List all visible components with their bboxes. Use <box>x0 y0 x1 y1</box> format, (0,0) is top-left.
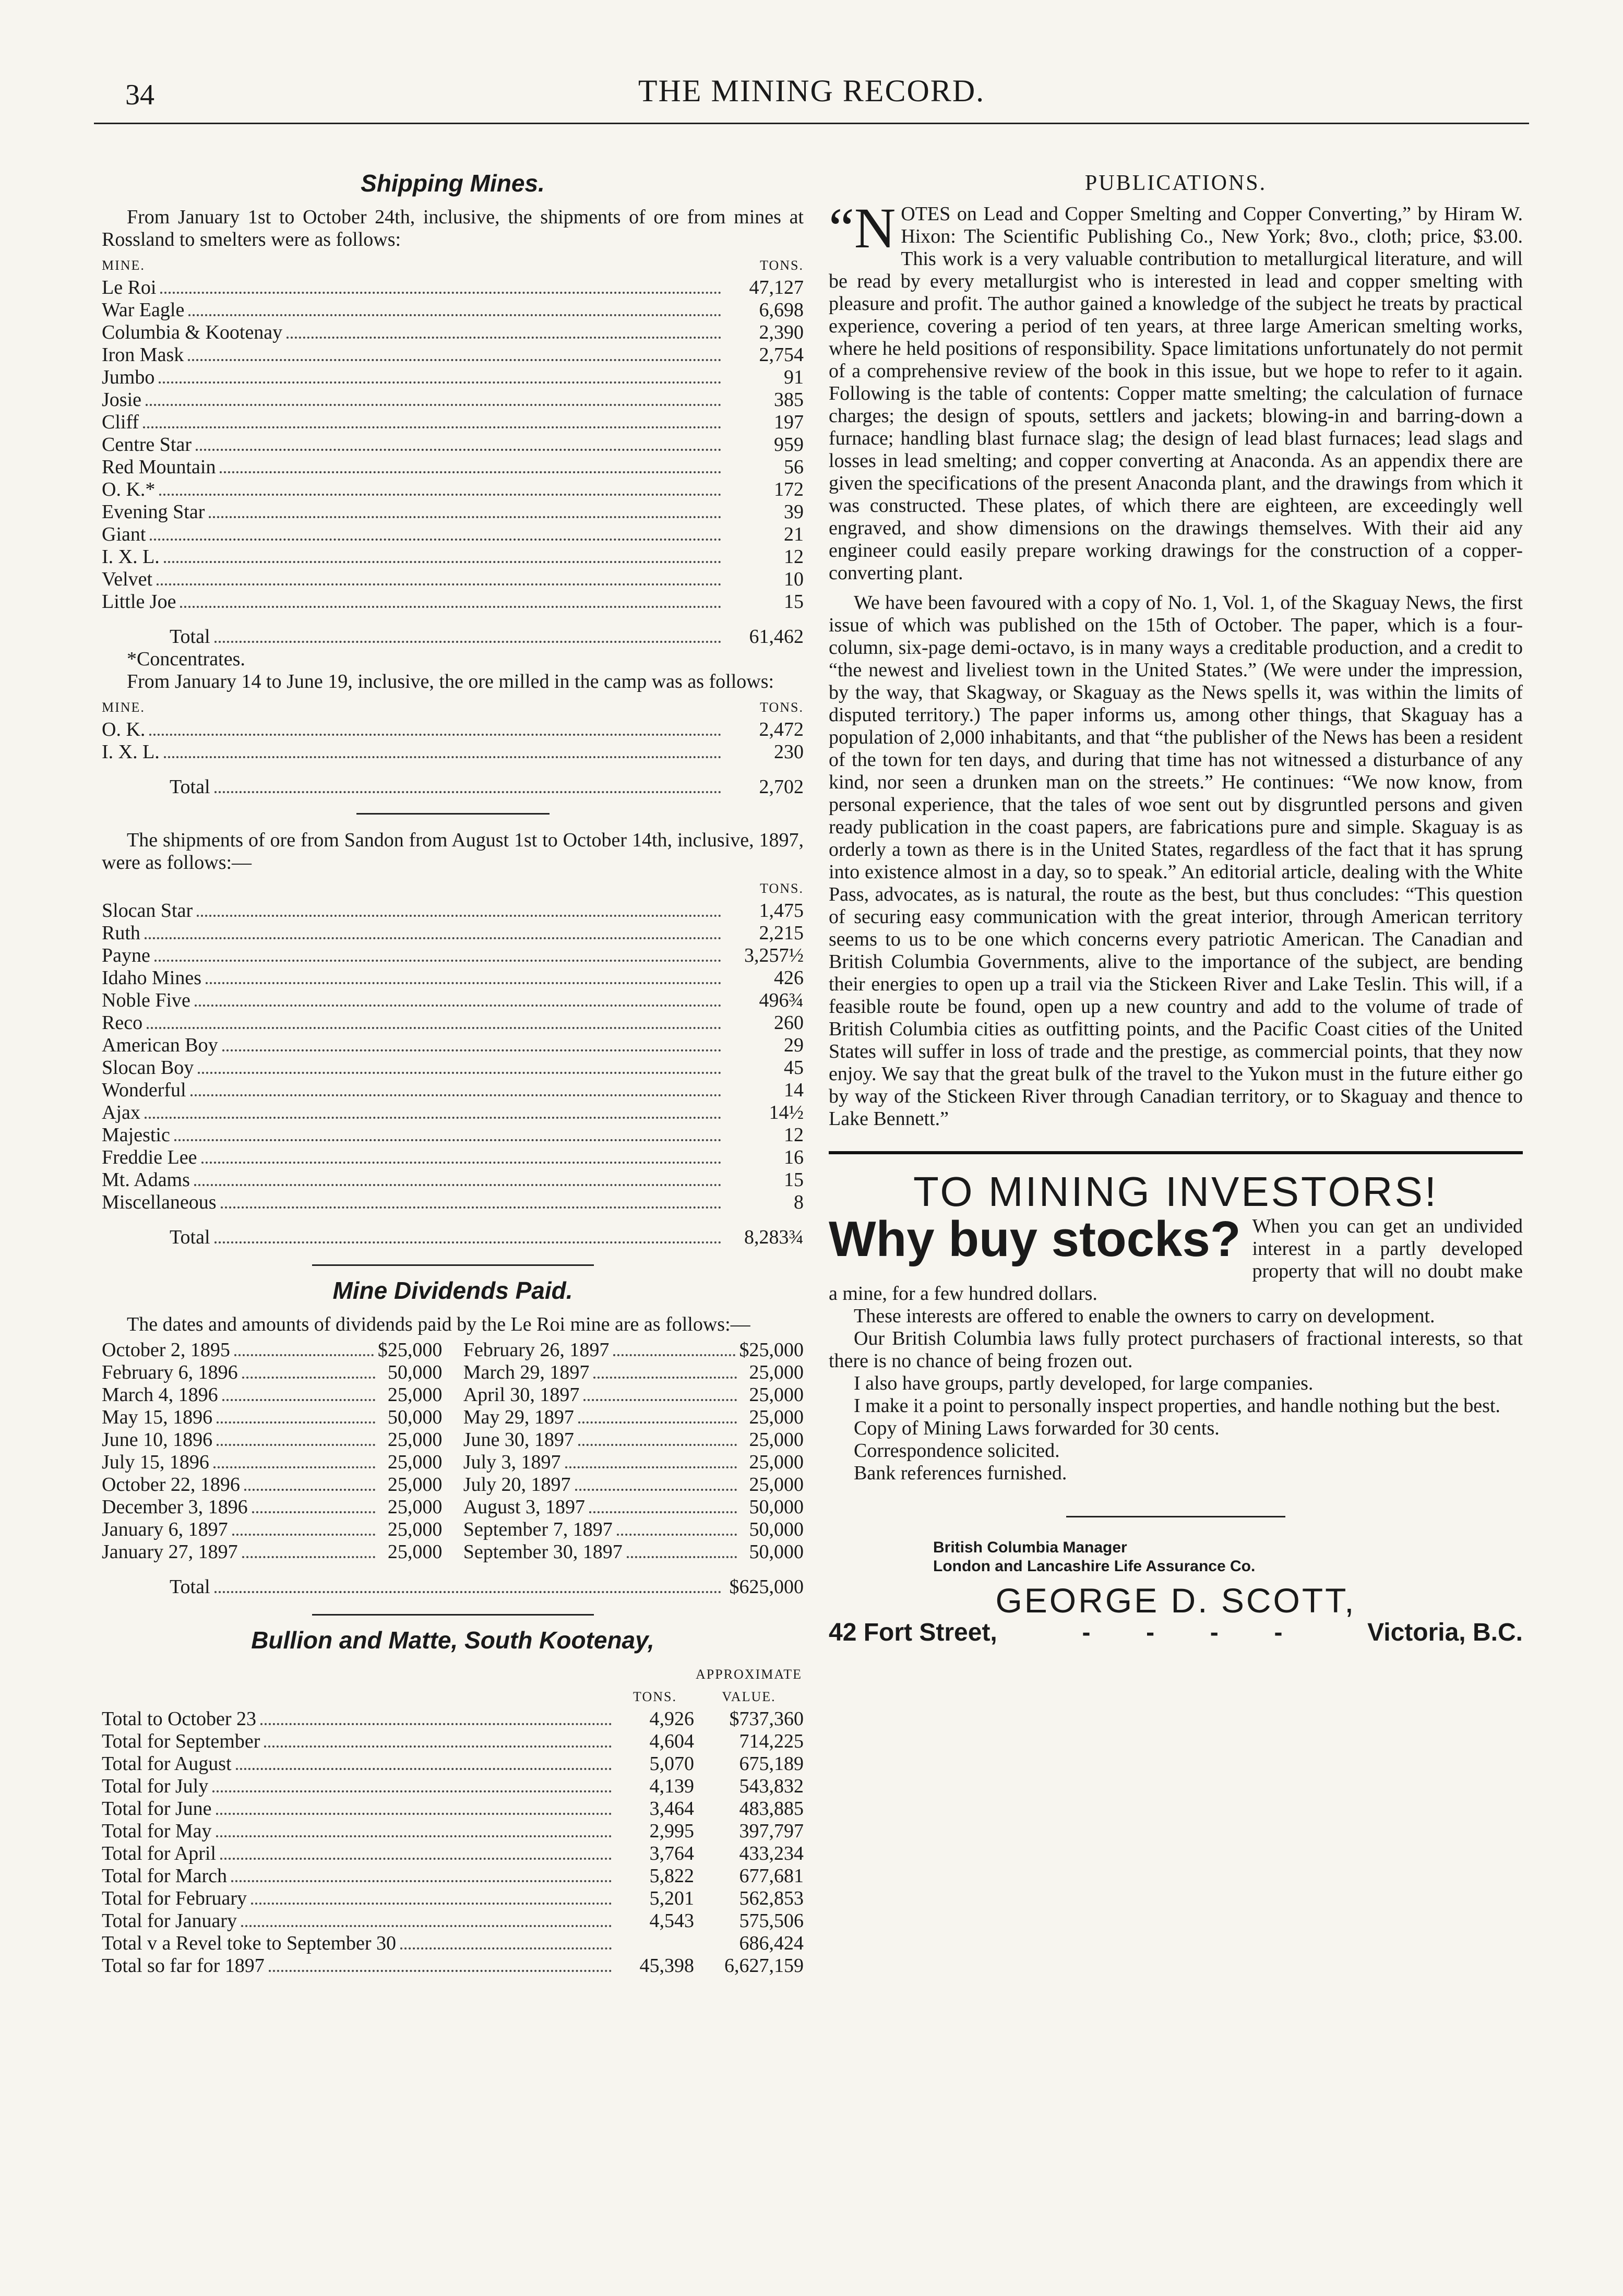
manager-company: London and Lancashire Life Assurance Co. <box>933 1558 1256 1575</box>
row-value: 2,390 <box>759 321 804 343</box>
row-value: 172 <box>774 479 804 500</box>
dividend-row <box>463 1496 804 1518</box>
row-label: April 30, 1897 <box>463 1384 580 1406</box>
table-row <box>102 1146 804 1169</box>
bullion-row <box>102 1932 804 1955</box>
section-divider <box>312 1614 594 1616</box>
milled-table-header <box>102 696 804 719</box>
street: 42 Fort Street, <box>829 1619 997 1646</box>
ad-divider <box>1066 1516 1285 1517</box>
bullion-row <box>102 1753 804 1775</box>
row-label: Le Roi <box>102 277 157 298</box>
row-label: January 6, 1897 <box>102 1518 228 1540</box>
row-value: 385 <box>774 389 804 411</box>
table-row <box>102 299 804 321</box>
bullion-table-header <box>102 1663 804 1708</box>
row-value: 21 <box>784 523 804 545</box>
row-value: 25,000 <box>387 1496 443 1518</box>
ad-paragraph: Bank references furnished. <box>854 1462 1067 1484</box>
dividend-row <box>102 1384 442 1406</box>
total-label: Total <box>170 776 210 798</box>
table-row <box>102 546 804 568</box>
shipping-intro: From January 1st to October 24th, inclusive, the shipments of ore from mines at Rossland to smelters were as follows: <box>102 206 804 250</box>
dividend-row <box>102 1496 442 1518</box>
header-rule <box>94 123 1529 124</box>
rossland-total-row <box>102 626 804 648</box>
row-value: 25,000 <box>387 1541 443 1563</box>
row-value: 25,000 <box>749 1406 804 1428</box>
table-row <box>102 1169 804 1191</box>
row-value: 575,506 <box>739 1910 804 1932</box>
row-value: 12 <box>784 1124 804 1146</box>
row-label: Total v a Revel toke to September 30 <box>102 1932 397 1954</box>
table-row <box>102 501 804 523</box>
dividends-intro: The dates and amounts of dividends paid by the Le Roi mine are as follows:— <box>127 1313 750 1335</box>
row-value: 50,000 <box>749 1541 804 1563</box>
table-row <box>102 922 804 944</box>
row-label: Reco <box>102 1012 143 1034</box>
row-label: I. X. L. <box>102 546 160 568</box>
row-label: February 26, 1897 <box>463 1339 610 1361</box>
dividend-row <box>463 1541 804 1563</box>
row-value: 426 <box>774 967 804 989</box>
row-tons: 4,604 <box>649 1730 694 1752</box>
sandon-intro: The shipments of ore from Sandon from August 1st to October 14th, inclusive, 1897, were as follows:— <box>102 829 804 874</box>
row-value: $25,000 <box>377 1339 443 1361</box>
row-value: 677,681 <box>739 1865 804 1887</box>
left-column <box>102 172 804 1977</box>
bullion-row <box>102 1798 804 1820</box>
row-label: September 7, 1897 <box>463 1518 613 1540</box>
row-label: O. K. <box>102 719 146 740</box>
row-value: 56 <box>784 456 804 478</box>
row-label: Ajax <box>102 1102 140 1123</box>
row-value: 2,472 <box>759 719 804 740</box>
row-label: Total so far for 1897 <box>102 1955 265 1977</box>
row-value: 3,257½ <box>744 944 804 966</box>
advertisement-rule <box>829 1151 1523 1154</box>
skaguay-news-notice: We have been favoured with a copy of No. 1, Vol. 1, of the Skaguay News, the first issue of which was published on the 15th of October. The paper, which is a four-column, six-page demi-octavo, is in many ways a creditable production, and a credit to “the newest and liveliest town in the United States.” (We were under the impression, by the way, that Skagway, or Skaguay as the News spells it, was within the limits of disputed territory.) The paper informs us, among other things, that Skaguay has a population of 2,000 inhabitants, and that “the publisher of the News has been a resident of the town for ten days, and during that time has not witnessed a disturbance of any kind, nor seen a drunken man on the streets.” He continues: “We now know, from personal experience, that the tales of woe sent out by disgruntled persons and given ready publication in the coast papers, are fabrications pure and simple. Skaguay is as orderly a town as there is in the United States, regardless of the fact that it has sprung into existence almost in a day, so to speak.” An editorial article, dealing with the White Pass, advocates, as is natural, the route as the best, but thus concludes: “This question of securing easy communication with the great interior, through American territory seems to us to be one which concerns every patriotic American. The Canadian and British Columbia Governments, alive to the importance of the subject, are bending their energies to open up a trail via the Stickeen River and Lake Teslin. This will, if a feasible route be found, open up a new country and add to the volume of trade of British Columbia cities as outfitting points, and the Pacific Coast cities of the United States will suffer in loss of trade and the prestige, as commercial points, that they now enjoy. We say that the great bulk of the travel to the Yukon must in the future either go by way of the Stickeen River through Canadian territory, or to Skaguay and thence to Lake Bennett.” <box>829 592 1523 1130</box>
row-tons: 3,464 <box>649 1798 694 1820</box>
row-tons: 4,139 <box>649 1775 694 1797</box>
row-value: 25,000 <box>749 1384 804 1406</box>
row-value: 2,754 <box>759 344 804 366</box>
row-label: July 3, 1897 <box>463 1451 561 1473</box>
table-row <box>102 591 804 613</box>
table-row <box>102 1034 804 1057</box>
row-value: 10 <box>784 568 804 590</box>
total-value: $625,000 <box>729 1576 804 1598</box>
row-tons: 2,995 <box>649 1820 694 1842</box>
row-value: 25,000 <box>387 1451 443 1473</box>
table-row <box>102 523 804 546</box>
dividend-row <box>463 1361 804 1384</box>
row-value: 39 <box>784 501 804 523</box>
row-label: February 6, 1896 <box>102 1361 238 1383</box>
row-value: 91 <box>784 366 804 388</box>
row-tons: 4,543 <box>649 1910 694 1932</box>
ad-paragraph: I make it a point to personally inspect properties, and handle nothing but the best. <box>854 1395 1500 1417</box>
row-label: Majestic <box>102 1124 170 1146</box>
row-value: 397,797 <box>739 1820 804 1842</box>
rossland-table <box>102 254 804 648</box>
row-value: 675,189 <box>739 1753 804 1775</box>
row-label: October 22, 1896 <box>102 1474 240 1496</box>
dividend-row <box>463 1429 804 1451</box>
bullion-row <box>102 1843 804 1865</box>
row-label: July 20, 1897 <box>463 1474 571 1496</box>
concentrates-note: *Concentrates. <box>127 648 245 670</box>
row-value: 25,000 <box>387 1474 443 1496</box>
row-label: March 4, 1896 <box>102 1384 218 1406</box>
total-value: 2,702 <box>759 776 804 798</box>
table-row <box>102 456 804 479</box>
ad-paragraph: Our British Columbia laws fully protect purchasers of fractional interests, so that there is no chance of being frozen out. <box>829 1328 1523 1372</box>
row-value: 29 <box>784 1034 804 1056</box>
row-value: 25,000 <box>749 1361 804 1383</box>
bullion-row <box>102 1910 804 1932</box>
bullion-row <box>102 1730 804 1753</box>
row-value: 6,627,159 <box>724 1955 804 1977</box>
ad-paragraph: Copy of Mining Laws forwarded for 30 cents. <box>854 1417 1220 1439</box>
shipping-mines-title: Shipping Mines. <box>361 170 545 197</box>
table-row <box>102 1079 804 1102</box>
rossland-table-header <box>102 254 804 277</box>
row-value: 686,424 <box>739 1932 804 1954</box>
row-label: May 29, 1897 <box>463 1406 574 1428</box>
row-value: 14½ <box>769 1102 804 1123</box>
row-value: 562,853 <box>739 1887 804 1909</box>
table-row <box>102 900 804 922</box>
row-label: O. K.* <box>102 479 156 500</box>
row-value: 15 <box>784 591 804 613</box>
row-label: Total for August <box>102 1753 232 1775</box>
sandon-table <box>102 877 804 1249</box>
table-row <box>102 741 804 763</box>
address-dashes: - - - - <box>1082 1619 1283 1646</box>
row-tons: 5,070 <box>649 1753 694 1775</box>
section-divider <box>356 813 550 815</box>
publications-title: PUBLICATIONS. <box>1084 171 1267 195</box>
row-label: Josie <box>102 389 141 411</box>
table-row <box>102 277 804 299</box>
total-value: 61,462 <box>749 626 804 648</box>
table-row <box>102 389 804 411</box>
col-tons: TONS. <box>760 258 804 273</box>
row-value: 8 <box>794 1191 804 1213</box>
row-label: I. X. L. <box>102 741 160 763</box>
table-row <box>102 1102 804 1124</box>
row-label: Total to October 23 <box>102 1708 256 1730</box>
dividend-row <box>463 1474 804 1496</box>
col-tons: TONS. <box>633 1689 677 1704</box>
row-label: Evening Star <box>102 501 205 523</box>
row-label: Wonderful <box>102 1079 186 1101</box>
dividend-row <box>463 1518 804 1541</box>
col-tons: TONS. <box>760 700 804 715</box>
total-label: Total <box>170 626 210 648</box>
right-column <box>829 172 1523 1644</box>
table-row <box>102 967 804 989</box>
row-label: War Eagle <box>102 299 185 321</box>
ad-title: TO MINING INVESTORS! <box>913 1168 1439 1215</box>
row-value: 50,000 <box>749 1496 804 1518</box>
row-value: 45 <box>784 1057 804 1079</box>
row-label: Total for July <box>102 1775 209 1797</box>
row-value: 25,000 <box>387 1429 443 1451</box>
row-tons: 45,398 <box>639 1955 694 1977</box>
table-row <box>102 434 804 456</box>
total-label: Total <box>170 1226 210 1248</box>
row-value: 16 <box>784 1146 804 1168</box>
row-value: 433,234 <box>739 1843 804 1864</box>
ad-paragraph: Correspondence solicited. <box>854 1440 1060 1462</box>
table-row <box>102 719 804 741</box>
row-tons: 5,201 <box>649 1887 694 1909</box>
row-label: June 10, 1896 <box>102 1429 213 1451</box>
row-label: Little Joe <box>102 591 176 613</box>
row-value: 25,000 <box>749 1474 804 1496</box>
row-label: Idaho Mines <box>102 967 202 989</box>
dividend-row <box>102 1451 442 1474</box>
dividend-row <box>102 1429 442 1451</box>
row-label: Total for April <box>102 1843 216 1864</box>
row-tons: 3,764 <box>649 1843 694 1864</box>
dividend-row <box>102 1541 442 1563</box>
row-label: Total for March <box>102 1865 228 1887</box>
row-label: Total for February <box>102 1887 247 1909</box>
row-label: May 15, 1896 <box>102 1406 213 1428</box>
row-value: 25,000 <box>749 1451 804 1473</box>
row-label: Noble Five <box>102 989 190 1011</box>
row-value: 14 <box>784 1079 804 1101</box>
row-label: American Boy <box>102 1034 218 1056</box>
row-label: June 30, 1897 <box>463 1429 574 1451</box>
milled-table <box>102 696 804 798</box>
drop-cap: “N <box>829 196 896 260</box>
running-head: THE MINING RECORD. <box>638 74 985 108</box>
bullion-title: Bullion and Matte, South Kootenay, <box>251 1627 654 1654</box>
dividend-row <box>102 1474 442 1496</box>
row-label: July 15, 1896 <box>102 1451 209 1473</box>
row-value: 50,000 <box>387 1361 443 1383</box>
col-mine: MINE. <box>102 258 145 273</box>
row-label: Total for September <box>102 1730 260 1752</box>
row-label: October 2, 1895 <box>102 1339 230 1361</box>
row-value: 2,215 <box>759 922 804 944</box>
milled-total-row <box>102 776 804 798</box>
col-value: APPROXIMATE VALUE. <box>695 1667 803 1704</box>
row-value: 1,475 <box>759 900 804 922</box>
row-label: August 3, 1897 <box>463 1496 585 1518</box>
row-tons: 5,822 <box>649 1865 694 1887</box>
row-value: 714,225 <box>739 1730 804 1752</box>
dividends-title: Mine Dividends Paid. <box>332 1277 573 1304</box>
table-row <box>102 321 804 344</box>
row-value: 496¾ <box>759 989 804 1011</box>
table-row <box>102 1124 804 1146</box>
row-value: 50,000 <box>387 1406 443 1428</box>
total-label: Total <box>170 1576 210 1598</box>
table-row <box>102 1012 804 1034</box>
milled-intro: From January 14 to June 19, inclusive, the ore milled in the camp was as follows: <box>127 671 774 692</box>
row-label: Total for January <box>102 1910 237 1932</box>
sandon-total-row <box>102 1226 804 1249</box>
table-row <box>102 1191 804 1214</box>
row-label: Centre Star <box>102 434 192 456</box>
row-label: Velvet <box>102 568 153 590</box>
row-value: 12 <box>784 546 804 568</box>
publications-review: “NOTES on Lead and Copper Smelting and Copper Converting,” by Hiram W. Hixon: The Scientific Publishing Co., New York; 8vo., cloth; price, $3.00. This work is a very valuable contribution to metallurgical literature, and will be read by every metallurgist who is interested in lead and copper smelting with pleasure and profit. The author gained a knowledge of the subject he treats by practical experience, covering a period of ten years, at three large American smelting works, where he held positions of responsibility. Space limitations unfortunately do not permit of a comprehensive review of the book in this issue, but we hope to refer to it again. Following is the table of contents: Copper matte smelting; the calculation of furnace charges; the design of spouts, settlers and jackets; blowing-in and barring-down a furnace; handling blast furnace slag; the design of lead blast furnaces; lead slags and losses in lead smelting; and copper converting at Anaconda. As an appendix there are given the specifications of the present Anaconda plant, and the drawings from which it was constructed. These plates, of which there are eighteen, are exceedingly well engraved, and show dimensions on the drawings themselves. With their aid any engineer could easily prepare working drawings for the construction of a copper-converting plant. <box>829 196 1523 584</box>
row-label: March 29, 1897 <box>463 1361 590 1383</box>
table-row <box>102 366 804 389</box>
row-value: $737,360 <box>729 1708 804 1730</box>
dividend-row <box>102 1406 442 1429</box>
dividend-row <box>463 1339 804 1361</box>
row-value: 543,832 <box>739 1775 804 1797</box>
row-value: 50,000 <box>749 1518 804 1540</box>
row-value: 230 <box>774 741 804 763</box>
ad-paragraph: I also have groups, partly developed, for large companies. <box>854 1372 1314 1394</box>
ad-headline: Why buy stocks? <box>829 1211 1241 1267</box>
row-label: Mt. Adams <box>102 1169 190 1191</box>
bullion-row <box>102 1775 804 1798</box>
row-label: December 3, 1896 <box>102 1496 248 1518</box>
row-label: Red Mountain <box>102 456 216 478</box>
section-divider <box>312 1264 594 1266</box>
bullion-row <box>102 1708 804 1730</box>
row-label: Slocan Boy <box>102 1057 194 1079</box>
row-label: Cliff <box>102 411 139 433</box>
city: Victoria, B.C. <box>1367 1619 1523 1646</box>
dividend-row <box>102 1339 442 1361</box>
row-label: Giant <box>102 523 146 545</box>
col-mine: MINE. <box>102 700 145 715</box>
table-row <box>102 568 804 591</box>
row-value: 15 <box>784 1169 804 1191</box>
row-value: $25,000 <box>739 1339 804 1361</box>
row-label: Payne <box>102 944 150 966</box>
row-tons: 4,926 <box>649 1708 694 1730</box>
total-value: 8,283¾ <box>744 1226 804 1248</box>
bullion-row <box>102 1887 804 1910</box>
col-tons: TONS. <box>760 881 804 896</box>
dividend-row <box>102 1361 442 1384</box>
row-label: Total for May <box>102 1820 212 1842</box>
manager-title: British Columbia Manager <box>933 1539 1127 1556</box>
row-value: 260 <box>774 1012 804 1034</box>
row-label: Freddie Lee <box>102 1146 197 1168</box>
row-value: 6,698 <box>759 299 804 321</box>
dividend-row <box>463 1384 804 1406</box>
advertiser-address <box>829 1621 1523 1644</box>
table-row <box>102 411 804 434</box>
advertiser-name: GEORGE D. SCOTT, <box>995 1581 1356 1620</box>
row-label: Slocan Star <box>102 900 193 922</box>
row-value: 25,000 <box>387 1384 443 1406</box>
row-label: Iron Mask <box>102 344 184 366</box>
table-row <box>102 944 804 967</box>
dividend-row <box>463 1451 804 1474</box>
row-value: 47,127 <box>749 277 804 298</box>
sandon-table-header <box>102 877 804 900</box>
row-value: 197 <box>774 411 804 433</box>
row-label: Miscellaneous <box>102 1191 217 1213</box>
row-value: 483,885 <box>739 1798 804 1820</box>
dividends-total-row <box>102 1576 804 1598</box>
bullion-table <box>102 1708 804 1977</box>
table-row <box>102 989 804 1012</box>
row-label: Ruth <box>102 922 140 944</box>
dividend-row <box>102 1518 442 1541</box>
row-label: Columbia & Kootenay <box>102 321 283 343</box>
ad-paragraph: These interests are offered to enable the owners to carry on development. <box>854 1305 1435 1327</box>
row-label: Jumbo <box>102 366 155 388</box>
bullion-row <box>102 1955 804 1977</box>
table-row <box>102 1057 804 1079</box>
table-row <box>102 479 804 501</box>
bullion-row <box>102 1820 804 1843</box>
page-number: 34 <box>125 79 154 111</box>
row-value: 25,000 <box>387 1518 443 1540</box>
row-value: 959 <box>774 434 804 456</box>
row-label: September 30, 1897 <box>463 1541 623 1563</box>
row-label: Total for June <box>102 1798 212 1820</box>
advertisement <box>829 1168 1523 1646</box>
dividend-row <box>463 1406 804 1429</box>
bullion-row <box>102 1865 804 1887</box>
ad-lead: Why buy stocks? When you can get an undivided interest in a partly developed property that will no doubt make a mine, for a few hundred dollars. <box>829 1211 1523 1305</box>
table-row <box>102 344 804 366</box>
row-value: 25,000 <box>749 1429 804 1451</box>
row-label: January 27, 1897 <box>102 1541 238 1563</box>
dividends-table <box>102 1339 804 1563</box>
